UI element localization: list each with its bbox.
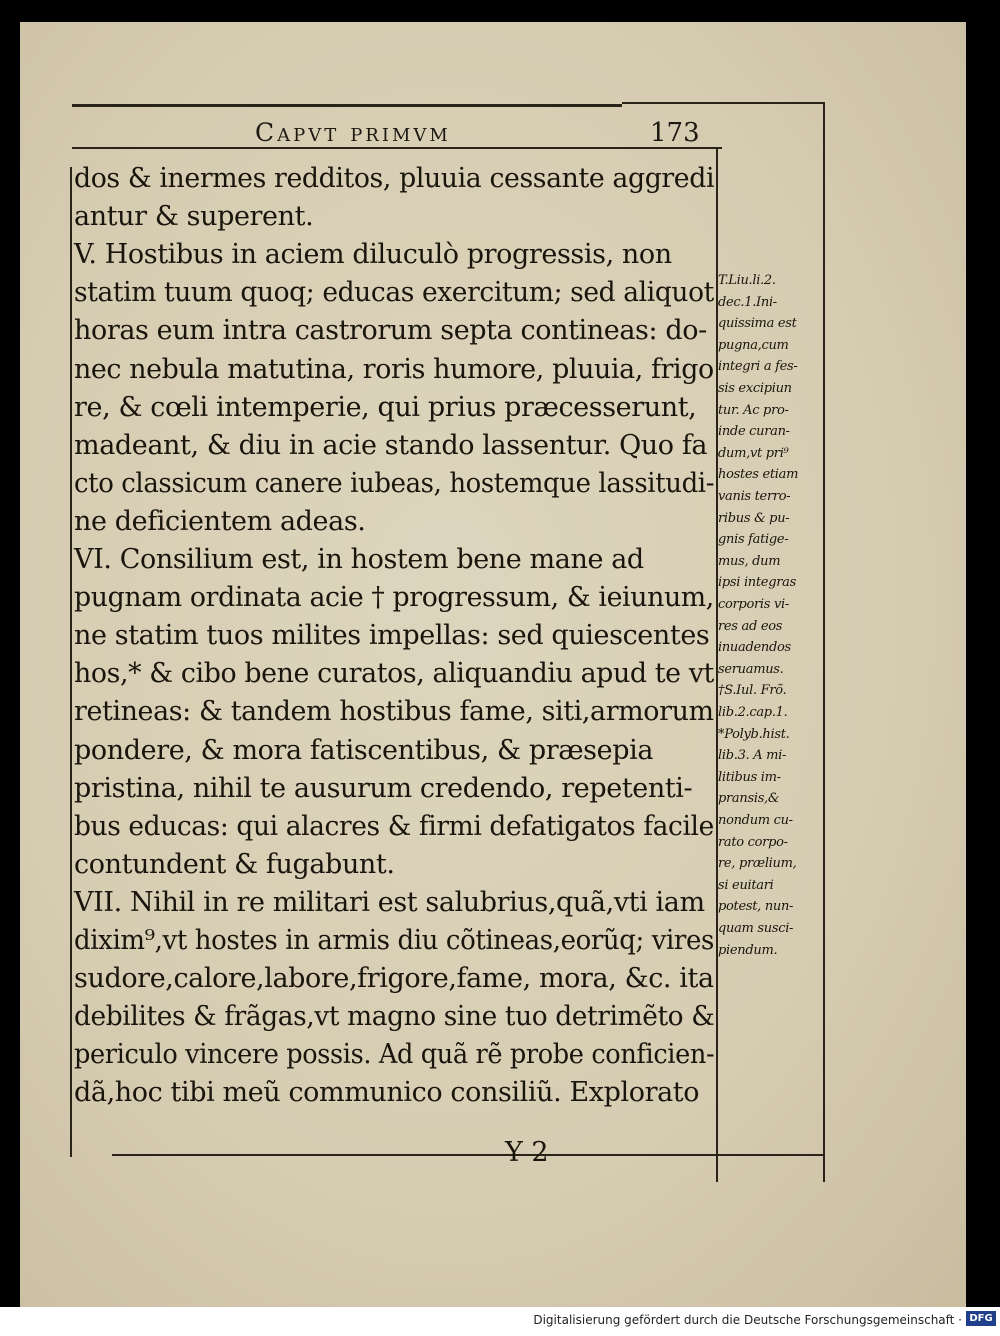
text-line: periculo vincere possis. Ad quã rẽ probe conficien- xyxy=(74,1039,715,1071)
text-line: VII. Nihil in re militari est salubrius,quã,vti iam xyxy=(74,886,705,918)
margin-note-line: rato corpo- xyxy=(718,834,788,850)
text-line: sudore,calore,labore,frigore,fame, mora, &c. ita xyxy=(74,963,714,995)
left-frame-rule xyxy=(70,167,72,1157)
margin-note-line: vanis terro- xyxy=(718,489,791,504)
margin-note-line: lib.2.cap.1. xyxy=(718,705,788,720)
margin-note-line: sis excipiun xyxy=(718,381,792,396)
text-line: V. Hostibus in aciem diluculò progressis, non xyxy=(74,239,672,271)
header-rule-bottom xyxy=(72,147,722,149)
text-line: pristina, nihil te ausurum credendo, repetenti- xyxy=(74,772,693,804)
margin-note-line: integri a fes- xyxy=(718,359,798,375)
margin-note-line: pransis,& xyxy=(718,791,780,807)
margin-note-line: hostes etiam xyxy=(718,467,799,483)
header-rule-top xyxy=(72,104,622,107)
margin-note-line: T.Liu.li.2. xyxy=(718,273,776,288)
margin-note-line: litibus im- xyxy=(718,769,781,785)
text-line: contundent & fugabunt. xyxy=(74,848,395,880)
margin-note-line: gnis fatige- xyxy=(718,532,789,548)
top-outer-rule xyxy=(622,102,824,104)
text-line: ne deficientem adeas. xyxy=(74,505,366,537)
page-number: 173 xyxy=(650,118,700,148)
text-line: hos,* & cibo bene curatos, aliquandiu apud te vt xyxy=(74,658,714,690)
outer-frame-rule xyxy=(823,102,825,1182)
text-line: statim tuum quoq; educas exercitum; sed aliquot xyxy=(74,277,714,309)
text-line: ne statim tuos milites impellas: sed quiescentes xyxy=(74,620,710,652)
margin-note-line: tur. Ac pro- xyxy=(718,402,789,418)
margin-note-line: corporis vi- xyxy=(718,597,789,612)
margin-note-line: si euitari xyxy=(718,877,774,893)
text-line: horas eum intra castrorum septa contineas: do- xyxy=(74,315,707,347)
dfg-logo: DFG xyxy=(966,1311,996,1326)
margin-note-line: mus, dum xyxy=(718,553,781,569)
margin-note-line: quam susci- xyxy=(718,921,794,936)
margin-note-line: potest, nun- xyxy=(718,899,794,915)
margin-note-line: ipsi integras xyxy=(718,575,796,591)
text-line: bus educas: qui alacres & firmi defatigatos facile xyxy=(74,810,714,842)
text-line: dos & inermes redditos, pluuia cessante aggredi xyxy=(74,163,715,194)
margin-note-line: inde curan- xyxy=(718,424,790,440)
margin-note-line: re, prælium, xyxy=(718,856,797,872)
margin-note-line: lib.3. A mi- xyxy=(718,748,787,764)
text-line: cto classicum canere iubeas, hostemque lassitudi- xyxy=(74,467,715,499)
text-line: antur & superent. xyxy=(74,201,314,233)
signature-mark: Y 2 xyxy=(505,1137,549,1168)
text-line: pugnam ordinata acie † progressum, & ieiunum, xyxy=(74,582,714,614)
margin-note-line: †S.Iul. Frõ. xyxy=(718,683,787,699)
funding-credit: Digitalisierung gefördert durch die Deutsche Forschungsgemeinschaft · xyxy=(533,1313,962,1327)
margin-note-line: pugna,cum xyxy=(718,337,789,353)
margin-note-line: dec.1.Ini- xyxy=(718,294,777,310)
margin-note-line: quissima est xyxy=(718,316,797,332)
margin-note-line: inuadendos xyxy=(718,640,791,656)
text-line: VI. Consilium est, in hostem bene mane ad xyxy=(74,544,644,575)
text-line: dã,hoc tibi meũ communico consiliũ. Explorato xyxy=(74,1077,700,1109)
text-line: nec nebula matutina, roris humore, pluuia, frigo xyxy=(74,353,714,385)
text-line: pondere, & mora fatiscentibus, & præsepia xyxy=(74,734,654,766)
margin-note-line: piendum. xyxy=(718,942,778,958)
running-header: Capvt primvm xyxy=(255,118,451,147)
bottom-frame-rule xyxy=(112,1154,824,1156)
margin-note-line: nondum cu- xyxy=(718,813,793,828)
margin-note-line: ribus & pu- xyxy=(718,510,790,526)
text-line: debilites & frãgas,vt magno sine tuo detrimẽto & xyxy=(74,1001,715,1033)
text-line: retineas: & tandem hostibus fame, siti,armorum xyxy=(74,696,714,728)
text-line: re, & cœli intemperie, qui prius præcesserunt, xyxy=(74,391,697,423)
margin-note-line: dum,vt pri⁹ xyxy=(718,445,789,461)
margin-note-line: res ad eos xyxy=(718,618,783,634)
text-line: dixim⁹,vt hostes in armis diu cõtineas,eorũq; vires xyxy=(74,925,714,956)
text-line: madeant, & diu in acie stando lassentur. Quo fa xyxy=(74,429,708,461)
margin-note-line: seruamus. xyxy=(718,661,784,677)
margin-note-line: *Polyb.hist. xyxy=(718,726,790,742)
